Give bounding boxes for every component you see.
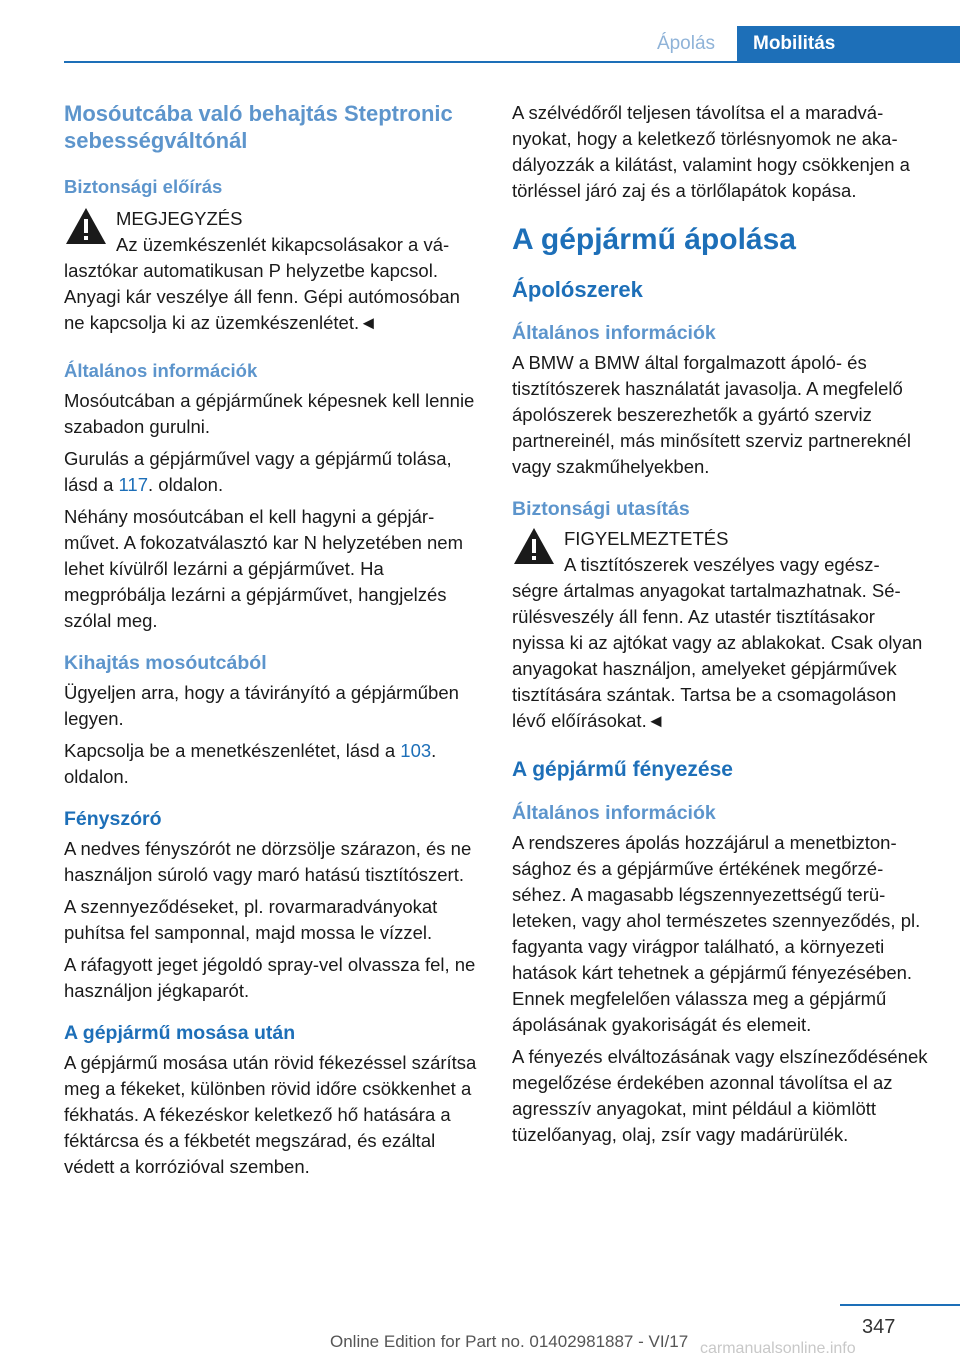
warning-label: FIGYELMEZTETÉS bbox=[564, 528, 729, 549]
text: Kapcsolja be a menetkészenlétet, lásd a bbox=[64, 740, 401, 761]
warning-triangle-icon bbox=[64, 206, 108, 246]
paragraph: Néhány mosóutcában el kell hagyni a gépjárművet. A fokozatválasztó kar N helyzetében nem lehet kívülről lezárni a gépjárművet. Ha megpróbálja lezárni a gépjárművet, hangjelzés szólal meg. bbox=[64, 506, 463, 631]
page-number: 347 bbox=[862, 1316, 896, 1338]
note-text: lasztókar automatikusan P helyzetbe kapcsol. Anyagi kár veszélye áll fenn. Gépi autómosóban ne kapcsolja ki az üzemkészenlétet.◄ bbox=[64, 260, 460, 333]
warning-text: ségre ártalmas anyagokat tartalmazhatnak. Sérülésveszély áll fenn. Az utastér tisztításakor nyissa ki az ajtókat vagy az ablakokat. Csak olyan anyagokat használjon, amelyeket gépjárművek tisztítására szántak. Tartsa be a csomagoláson lévő előírásokat.◄ bbox=[512, 580, 923, 731]
paint-heading: A gépjármű fényezése bbox=[512, 758, 733, 781]
paragraph: A szennyeződéseket, pl. rovarmaradványokat puhítsa fel samponnal, majd mossa le vízzel. bbox=[64, 896, 438, 943]
safety-heading: Biztonsági előírás bbox=[64, 176, 223, 197]
paragraph: A ráfagyott jeget jégoldó spray-vel olvassza fel, ne használjon jégkaparót. bbox=[64, 954, 476, 1001]
note-line1: Az üzemkészenlét kikapcsolásakor a vá- bbox=[116, 234, 450, 255]
note-label: MEGJEGYZÉS bbox=[116, 208, 243, 229]
paragraph: A szélvédőről teljesen távolítsa el a maradványokat, hogy a keletkező törlésnyomok ne akadályozzák a kilátást, valamint hogy csökkenjen a törléssel járó zaj és a törlőlapátok kopása. bbox=[512, 102, 910, 201]
paragraph: A rendszeres ápolás hozzájárul a menetbiztonsághoz és a gépjárműve értékének megőrzéséhez. A magasabb légszennyezettségű területeken, vagy ahol természetes szennyeződés, pl. fagyanta vagy virágpor található, a környezeti hatások kárt tehetnek a gépjármű fényezésében. Ennek megfelelően válassza meg a gépjármű ápolásának gyakoriságát és elemeit. bbox=[512, 832, 921, 1035]
paragraph: A fényezés elváltozásának vagy elszíneződésének megelőzése érdekében azonnal távolítsa el az agresszív anyagokat, mint például a kiömlött tüzelőanyag, olaj, zsír vagy madárürülék. bbox=[512, 1046, 928, 1145]
page-link-103[interactable]: 103 bbox=[400, 740, 432, 761]
edition-text: Online Edition for Part no. 01402981887 - VI/17 bbox=[330, 1332, 689, 1351]
tab-apolas[interactable]: Ápolás bbox=[656, 33, 716, 54]
footer-rule bbox=[840, 1304, 960, 1306]
watermark: carmanualsonline.info bbox=[700, 1340, 856, 1357]
page-link-117[interactable]: 117 bbox=[118, 474, 149, 495]
tab-mobilitas[interactable]: Mobilitás bbox=[737, 26, 960, 62]
paragraph: A BMW a BMW által forgalmazott ápoló- és tisztítószerek használatát javasolja. A megfelelő ápolószerek beszerezhetők a gyártó szerviz partnereinél, más minősített szerviz partnereknél vagy szakműhelyekben. bbox=[512, 352, 911, 477]
care-products-heading: Ápolószerek bbox=[512, 277, 643, 302]
paragraph-with-link bbox=[64, 738, 478, 790]
header-rule bbox=[64, 61, 960, 63]
warning-triangle-icon bbox=[512, 526, 556, 566]
warning-box bbox=[512, 526, 928, 734]
warning-line1: A tisztítószerek veszélyes vagy egész- bbox=[564, 554, 880, 575]
general-heading-2: Általános információk bbox=[512, 802, 716, 824]
section-title: Mosóutcába való behajtás Steptronic sebességváltónál bbox=[64, 101, 453, 153]
paragraph: A nedves fényszórót ne dörzsölje szárazon, és ne használjon súroló vagy maró hatású tisztítószert. bbox=[64, 838, 472, 885]
general-heading: Általános információk bbox=[64, 360, 258, 381]
note-box bbox=[64, 206, 478, 336]
paragraph: Ügyeljen arra, hogy a távirányító a gépjárműben legyen. bbox=[64, 682, 459, 729]
exit-heading: Kihajtás mosóutcából bbox=[64, 652, 267, 674]
paragraph: Mosóutcában a gépjárműnek képesnek kell lennie szabadon gurulni. bbox=[64, 390, 475, 437]
text: . oldalon. bbox=[148, 474, 224, 495]
text: Gurulás a gépjárművel vagy a gépjármű tolása, lásd a bbox=[64, 448, 452, 495]
text: . oldalon. bbox=[64, 740, 437, 787]
general-heading: Általános információk bbox=[512, 322, 716, 344]
after-wash-heading: A gépjármű mosása után bbox=[64, 1022, 296, 1044]
main-heading: A gépjármű ápolása bbox=[512, 223, 796, 256]
left-column bbox=[64, 100, 478, 1186]
paragraph-with-link bbox=[64, 446, 478, 498]
headlight-heading: Fényszóró bbox=[64, 808, 162, 830]
safety-heading: Biztonsági utasítás bbox=[512, 498, 690, 520]
paragraph: A gépjármű mosása után rövid fékezéssel szárítsa meg a fékeket, különben rövid időre csökkenhet a fékhatás. A fékezéskor keletkező hő hatására a féktárcsa és a fékbetét megszárad, és ezáltal védett a korrózióval szemben. bbox=[64, 1052, 477, 1177]
right-column bbox=[512, 100, 928, 1154]
